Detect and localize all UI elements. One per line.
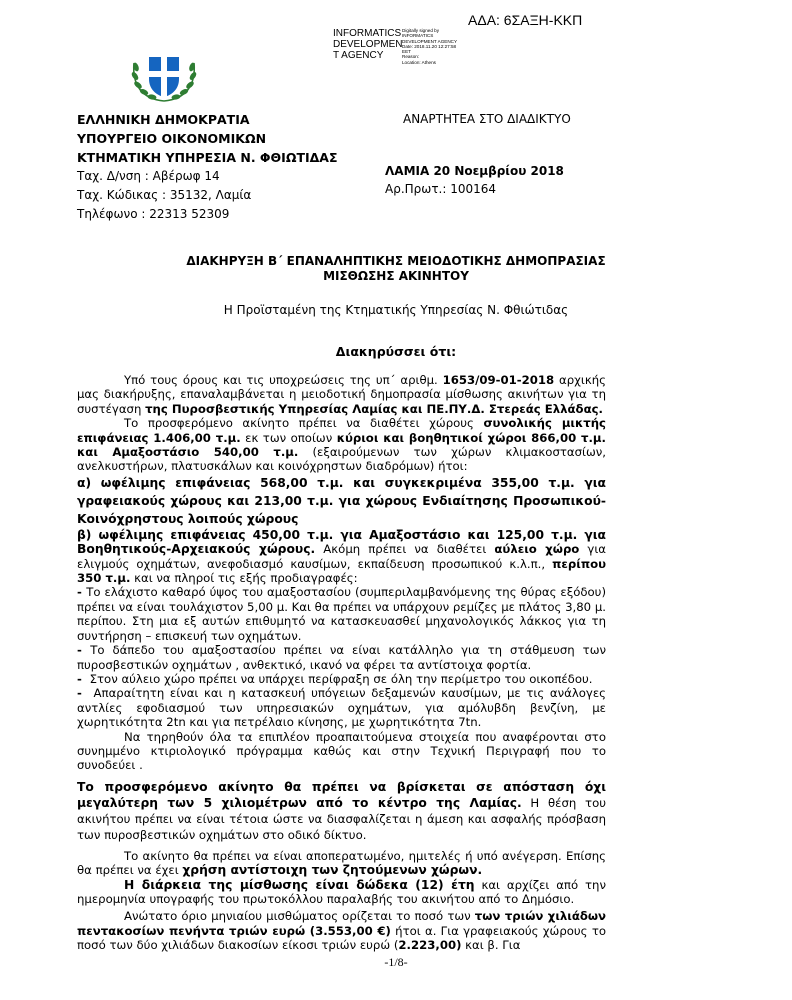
date: ΛΑΜΙΑ 20 Νοεμβρίου 2018 bbox=[385, 164, 564, 178]
subtitle: Η Προϊσταμένη της Κτηματικής Υπηρεσίας Ν. Φθιώτιδας bbox=[223, 303, 569, 317]
requirement-item: - Το ελάχιστο καθαρό ύψος του αμαξοστασίου (συμπεριλαμβανόμενης της θύρας εξόδου) πρέπει να είναι τουλάχιστον 5,00 μ. Και θα πρέπει να υπάρχουν ρεμίζες με πλάτος 3,80 μ. περίπου. Στη μια εξ αυτών επιθυμητό να κατασκευασθεί μηχανολογικός λάκκος για τη συντήρηση – επισκευή των οχημάτων. bbox=[77, 585, 607, 643]
org-ministry: ΥΠΟΥΡΓΕΙΟ ΟΙΚΟΝΟΜΙΚΩΝ bbox=[77, 131, 267, 146]
paragraph-area: Το προσφερόμενο ακίνητο πρέπει να διαθέτει χώρους συνολικής μικτής επιφάνειας 1.406,00 τ.μ. εκ των οποίων κύριοι και βοηθητικοί χώροι 866,00 τ.μ. και Αμαξοστάσιο 540,00 τ.μ. (εξαιρούμενων των χώρων κλιμακοστασίων, ανελκυστήρων, πλατυσκάλων και κοινόχρηστων διαδρόμων) ήτοι: bbox=[77, 416, 606, 474]
document-title bbox=[0, 254, 792, 284]
paragraph-attachments: Να τηρηθούν όλα τα επιπλέον προαπαιτούμενα στοιχεία που αναφέρονται στο συνημμένο κτιριολογικό πρόγραμμα καθώς και στην Τεχνική Περιγραφή που το συνοδεύει . bbox=[77, 729, 606, 773]
paragraph-a: α) ωφέλιμης επιφάνειας 568,00 τ.μ. και συγκεκριμένα 355,00 τ.μ. για γραφειακούς χώρους και 213,00 τ.μ. για χώρους Ενδιαίτησης Προσωπικού-Κοινόχρηστους λοιπούς χώρους bbox=[77, 475, 606, 526]
signature-detail: Location: Athens bbox=[402, 59, 436, 65]
requirement-item: - Στον αύλειο χώρο πρέπει να υπάρχει περίφραξη σε όλη την περίμετρο του οικοπέδου. bbox=[77, 671, 593, 686]
header-organization bbox=[77, 110, 338, 224]
document-body bbox=[77, 373, 606, 953]
signature-detail: Digitally signed by bbox=[402, 28, 440, 33]
paragraph-rent: Ανώτατο όριο μηνιαίου μισθώματος ορίζεται το ποσό των των τριών χιλιάδων πεντακοσίων πενήντα τριών ευρώ (3.553,00 €) ήτοι α. Για γραφειακούς χώρους το ποσό των δύο χιλιάδων διακοσίων είκοσι τριών ευρώ (2.223,00) και β. Για bbox=[77, 909, 607, 953]
requirement-item: - Απαραίτητη είναι και η κατασκευή υπόγειων δεξαμενών καυσίμων, με τις ανάλογες αντλίες εφοδιασμού των υπηρεσιακών οχημάτων, για αμόλυβδη βενζίνη, με χωρητικότητα 2tn και για πετρέλαιο κίνησης, με χωρητικότητα 7tn. bbox=[77, 686, 607, 730]
paragraph-duration: Η διάρκεια της μίσθωσης είναι δώδεκα (12) έτη και αρχίζει από την ημερομηνία υπογραφής του πρωτοκόλλου παραλαβής του ακινήτου από το Δημόσιο. bbox=[77, 877, 606, 906]
greek-emblem-icon bbox=[128, 49, 200, 103]
signature-detail: Reason: bbox=[402, 54, 420, 60]
signature-line: INFORMATICS bbox=[333, 28, 402, 39]
paragraph-location: Το προσφερόμενο ακίνητο θα πρέπει να βρίσκεται σε απόσταση όχι μεγαλύτερη των 5 χιλιομέτρων από το κέντρο της Λαμίας. Η θέση του ακινήτου πρέπει να είναι τέτοια ώστε να διασφαλίζεται η άμεση και ασφαλής πρόσβαση των πυροσβεστικών οχημάτων στο οδικό δίκτυο. bbox=[77, 779, 606, 842]
postal-code: Ταχ. Κώδικας : 35132, Λαμία bbox=[77, 188, 252, 202]
requirement-item: - Το δάπεδο του αμαξοστασίου πρέπει να είναι κατάλληλο για τη στάθμευση των πυροσβεστικών οχημάτων , ανθεκτικό, ικανό να φέρει τα αντίστοιχα φορτία. bbox=[77, 643, 607, 672]
signature-detail: EET bbox=[402, 49, 411, 55]
signature-detail: Date: 2018.11.20 12:27:58 bbox=[402, 43, 457, 49]
signature-name bbox=[333, 28, 403, 61]
org-service: ΚΤΗΜΑΤΙΚΗ ΥΠΗΡΕΣΙΑ Ν. ΦΘΙΩΤΙΔΑΣ bbox=[77, 150, 338, 165]
title-line-2: ΜΙΣΘΩΣΗΣ ΑΚΙΝΗΤΟΥ bbox=[323, 269, 469, 283]
org-republic: ΕΛΛΗΝΙΚΗ ΔΗΜΟΚΡΑΤΙΑ bbox=[77, 112, 250, 127]
paragraph-intro: Υπό τους όρους και τις υποχρεώσεις της υπ΄ αριθμ. 1653/09-01-2018 αρχικής μας διακήρυξης, επαναλαμβάνεται η μειοδοτική δημοπρασία μίσθωσης ακινήτων για τη συστέγαση της Πυροσβεστικής Υπηρεσίας Λαμίας και ΠΕ.ΠΥ.Δ. Στερεάς Ελλάδας. bbox=[77, 373, 607, 416]
signature-detail: INFORMATICS bbox=[402, 33, 434, 39]
signature-details bbox=[402, 28, 482, 65]
paragraph-status: Το ακίνητο θα πρέπει να είναι αποπερατωμένο, ημιτελές ή υπό ανέγερση. Επίσης θα πρέπει να έχει χρήση αντίστοιχη των ζητούμενων χώρων. bbox=[77, 848, 606, 878]
page-number: -1/8- bbox=[384, 955, 408, 969]
declares-heading: Διακηρύσσει ότι: bbox=[335, 344, 457, 359]
title-line-1: ΔΙΑΚΗΡΥΞΗ Β΄ ΕΠΑΝΑΛΗΠΤΙΚΗΣ ΜΕΙΟΔΟΤΙΚΗΣ ΔΗΜΟΠΡΑΣΙΑΣ bbox=[186, 254, 606, 268]
signature-line: T AGENCY bbox=[333, 50, 384, 61]
protocol-number: Αρ.Πρωτ.: 100164 bbox=[385, 182, 497, 196]
publish-note: ΑΝΑΡΤΗΤΕΑ ΣΤΟ ΔΙΑΔΙΚΤΥΟ bbox=[403, 112, 571, 126]
signature-detail: DEVELOPMENT AGENCY bbox=[402, 38, 458, 44]
phone: Τηλέφωνο : 22313 52309 bbox=[77, 207, 230, 221]
ada-code: ΑΔΑ: 6ΣΑΞΗ-ΚΚΠ bbox=[468, 12, 583, 28]
address: Ταχ. Δ/νση : Αβέρωφ 14 bbox=[77, 169, 220, 183]
signature-line: DEVELOPMEN bbox=[333, 39, 403, 50]
paragraph-b: β) ωφέλιμης επιφάνειας 450,00 τ.μ. για Αμαξοστάσιο και 125,00 τ.μ. για Βοηθητικούς-Αρχειακούς χώρους. Ακόμη πρέπει να διαθέτει αύλειο χώρο για ελιγμούς οχημάτων, ανεφοδιασμό καυσίμων, εκπαίδευση προσωπικού κ.λ.π., περίπου 350 τ.μ. και να πληροί τις εξής προδιαγραφές: bbox=[77, 527, 607, 586]
